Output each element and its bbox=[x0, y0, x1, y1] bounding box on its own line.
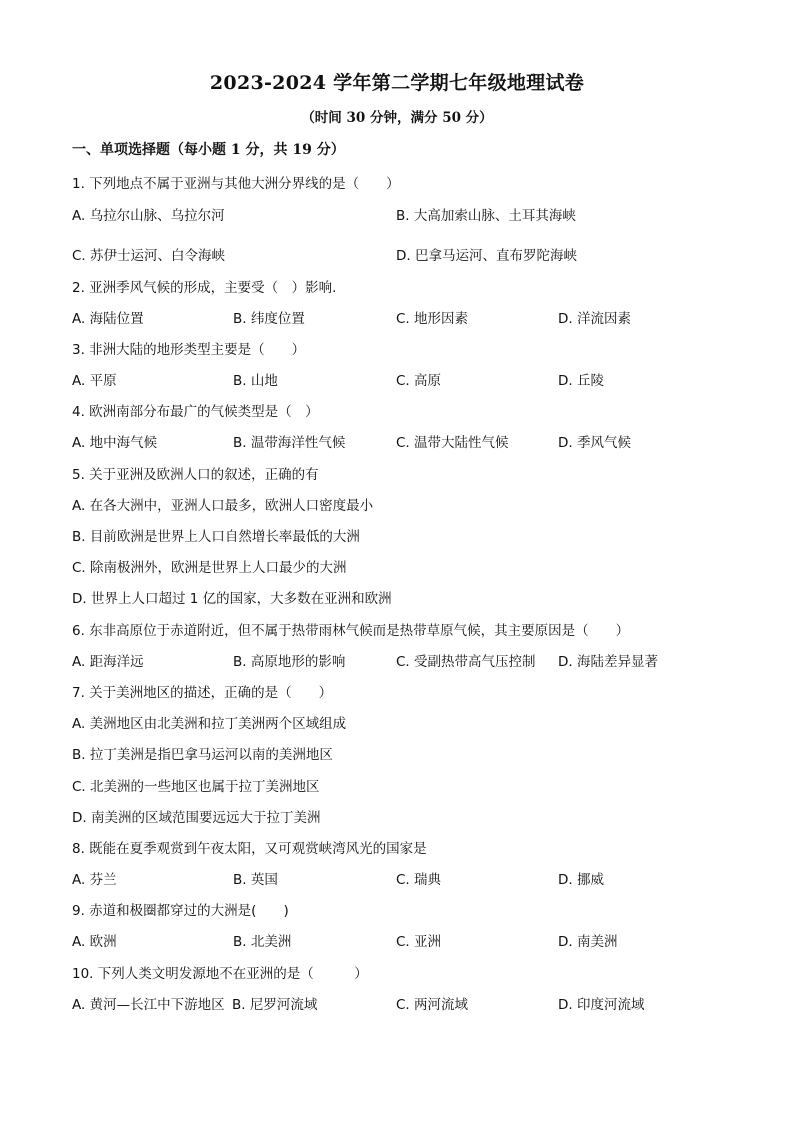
question-2-option-d: D. 洋流因素 bbox=[558, 311, 631, 327]
question-2-option-a: A. 海陆位置 bbox=[72, 311, 144, 327]
section-heading: 一、单项选择题（每小题 1 分，共 19 分） bbox=[72, 142, 345, 158]
question-2-stem: 2. 亚洲季风气候的形成，主要受（ ）影响. bbox=[72, 280, 337, 296]
question-5-option-b: B. 目前欧洲是世界上人口自然增长率最低的大洲 bbox=[72, 529, 360, 545]
question-5-option-a: A. 在各大洲中，亚洲人口最多，欧洲人口密度最小 bbox=[72, 498, 374, 514]
question-6-stem: 6. 东非高原位于赤道附近，但不属于热带雨林气候而是热带草原气候，其主要原因是（ ） bbox=[72, 623, 630, 639]
question-9-option-b: B. 北美洲 bbox=[233, 934, 292, 950]
question-10-option-b: B. 尼罗河流域 bbox=[232, 997, 318, 1013]
question-6-option-b: B. 高原地形的影响 bbox=[233, 654, 346, 670]
question-7-option-c: C. 北美洲的一些地区也属于拉丁美洲地区 bbox=[72, 779, 320, 795]
question-8-option-b: B. 英国 bbox=[233, 872, 278, 888]
question-10-option-d: D. 印度河流域 bbox=[558, 997, 645, 1013]
question-10-stem: 10. 下列人类文明发源地不在亚洲的是（ ） bbox=[72, 966, 368, 982]
question-5-option-d: D. 世界上人口超过 1 亿的国家，大多数在亚洲和欧洲 bbox=[72, 591, 392, 607]
question-3-option-d: D. 丘陵 bbox=[558, 373, 604, 389]
question-9-option-c: C. 亚洲 bbox=[396, 934, 442, 950]
question-9-option-d: D. 南美洲 bbox=[558, 934, 618, 950]
question-1-stem: 1. 下列地点不属于亚洲与其他大洲分界线的是（ ） bbox=[72, 176, 400, 192]
question-7-stem: 7. 关于美洲地区的描述，正确的是（ ） bbox=[72, 685, 333, 701]
question-9-stem: 9. 赤道和极圈都穿过的大洲是( ) bbox=[72, 903, 289, 919]
question-3-stem: 3. 非洲大陆的地形类型主要是（ ） bbox=[72, 342, 306, 358]
question-3-option-a: A. 平原 bbox=[72, 373, 117, 389]
question-9-option-a: A. 欧洲 bbox=[72, 934, 117, 950]
question-4-option-a: A. 地中海气候 bbox=[72, 435, 158, 451]
question-8-option-d: D. 挪威 bbox=[558, 872, 604, 888]
question-6-option-c: C. 受副热带高气压控制 bbox=[396, 654, 536, 670]
question-2-option-b: B. 纬度位置 bbox=[233, 311, 305, 327]
question-4-option-c: C. 温带大陆性气候 bbox=[396, 435, 509, 451]
question-3-option-b: B. 山地 bbox=[233, 373, 278, 389]
question-8-option-c: C. 瑞典 bbox=[396, 872, 442, 888]
exam-subtitle: （时间 30 分钟，满分 50 分） bbox=[301, 110, 493, 126]
question-10-option-c: C. 两河流域 bbox=[396, 997, 469, 1013]
question-6-option-d: D. 海陆差异显著 bbox=[558, 654, 658, 670]
question-4-stem: 4. 欧洲南部分布最广的气候类型是（ ） bbox=[72, 404, 319, 420]
question-3-option-c: C. 高原 bbox=[396, 373, 442, 389]
question-4-option-d: D. 季风气候 bbox=[558, 435, 631, 451]
question-7-option-b: B. 拉丁美洲是指巴拿马运河以南的美洲地区 bbox=[72, 747, 333, 763]
question-1-option-c: C. 苏伊士运河、白令海峡 bbox=[72, 248, 226, 264]
question-6-option-a: A. 距海洋远 bbox=[72, 654, 144, 670]
exam-title: 2023-2024 学年第二学期七年级地理试卷 bbox=[209, 72, 585, 94]
question-5-stem: 5. 关于亚洲及欧洲人口的叙述，正确的有 bbox=[72, 467, 319, 483]
question-10-option-a: A. 黄河—长江中下游地区 bbox=[72, 997, 225, 1013]
question-7-option-d: D. 南美洲的区域范围要远远大于拉丁美洲 bbox=[72, 810, 321, 826]
question-8-stem: 8. 既能在夏季观赏到午夜太阳，又可观赏峡湾风光的国家是 bbox=[72, 841, 427, 857]
question-7-option-a: A. 美洲地区由北美洲和拉丁美洲两个区域组成 bbox=[72, 716, 347, 732]
question-2-option-c: C. 地形因素 bbox=[396, 311, 469, 327]
question-1-option-d: D. 巴拿马运河、直布罗陀海峡 bbox=[396, 248, 577, 264]
question-4-option-b: B. 温带海洋性气候 bbox=[233, 435, 346, 451]
question-5-option-c: C. 除南极洲外，欧洲是世界上人口最少的大洲 bbox=[72, 560, 347, 576]
question-8-option-a: A. 芬兰 bbox=[72, 872, 117, 888]
question-1-option-b: B. 大高加索山脉、土耳其海峡 bbox=[396, 208, 576, 224]
question-1-option-a: A. 乌拉尔山脉、乌拉尔河 bbox=[72, 208, 225, 224]
